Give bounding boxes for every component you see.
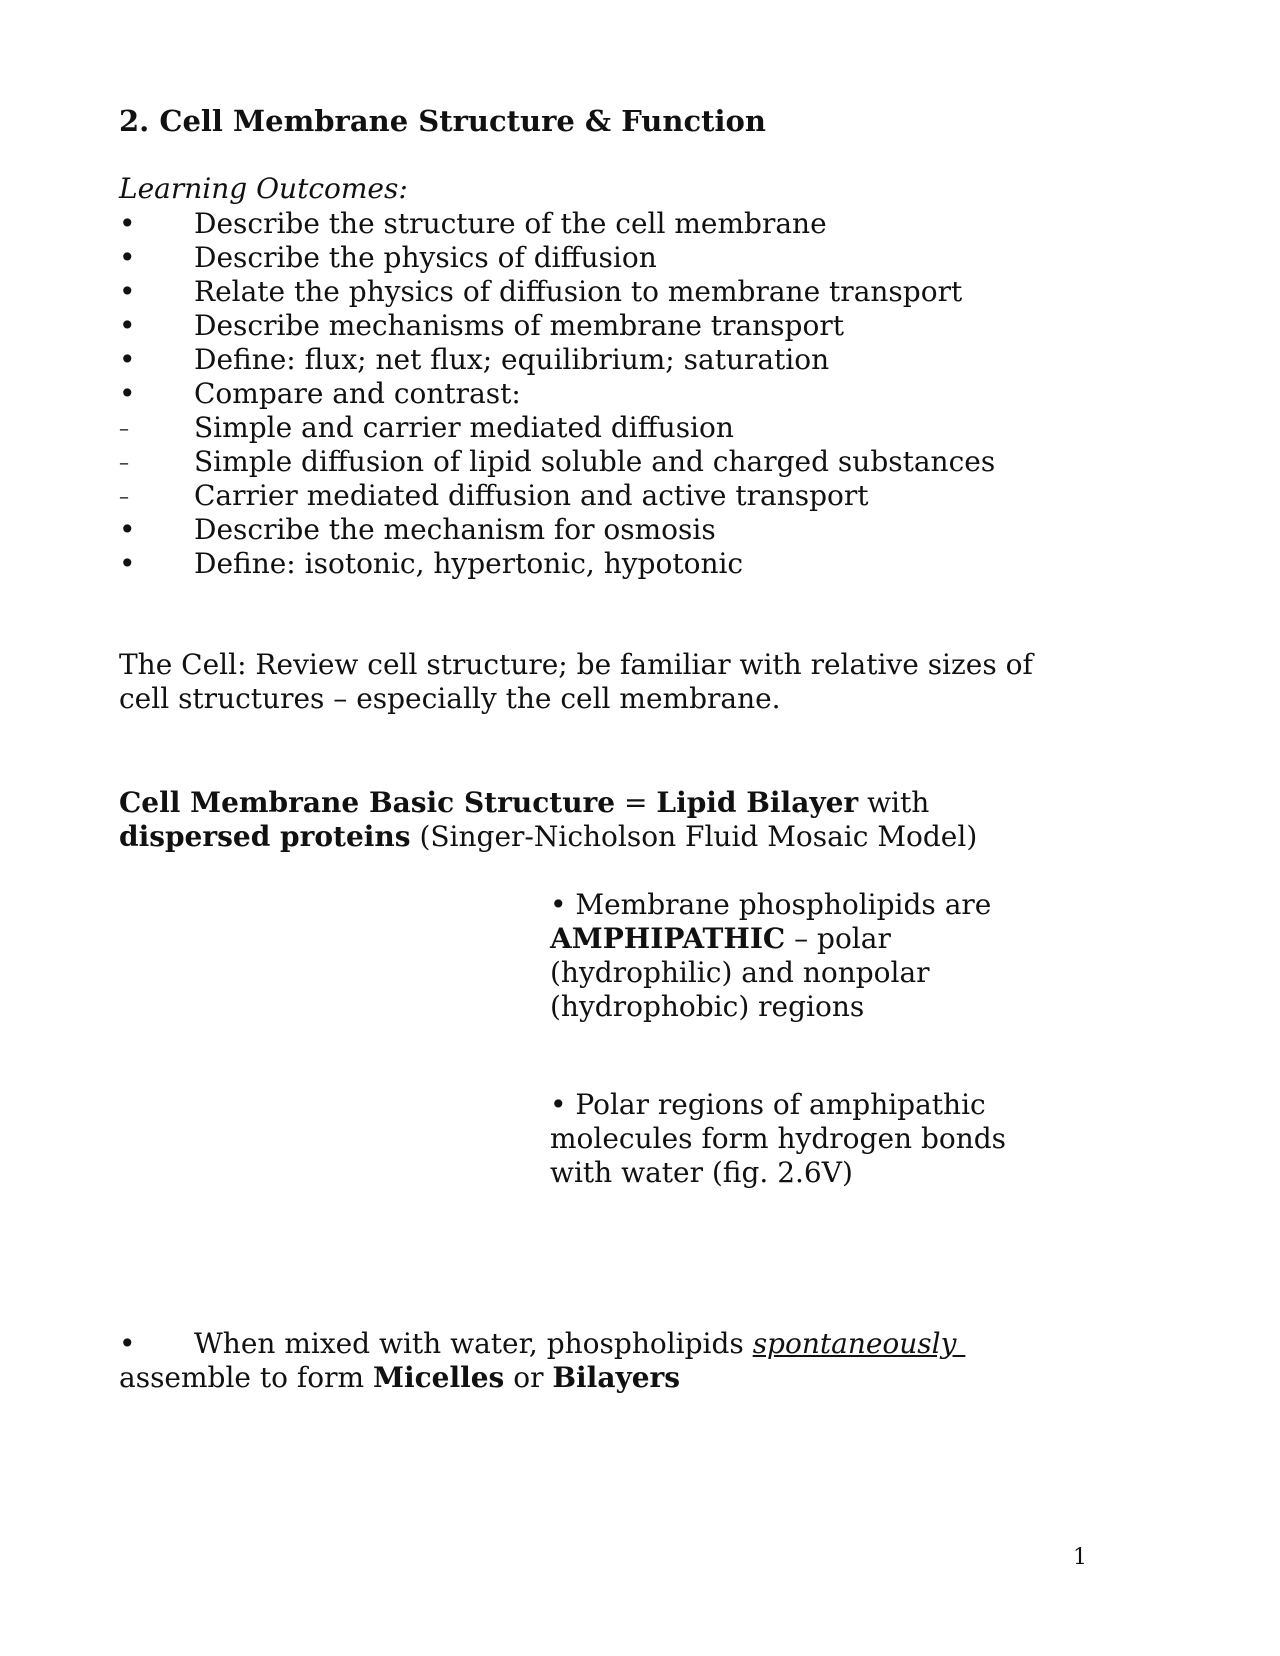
learning-outcomes-heading: Learning Outcomes: (119, 172, 408, 205)
list-item-text: Carrier mediated diffusion and active transport (194, 479, 869, 512)
cell-review-paragraph (119, 648, 1033, 716)
bullet-marker: • (119, 513, 136, 546)
bullet-marker: • (119, 377, 136, 410)
amphipathic-line-2: – polar (785, 922, 891, 955)
list-item-text: Describe mechanisms of membrane transport (194, 309, 844, 342)
polar-line-1: • Polar regions of amphipathic (550, 1088, 986, 1121)
bullet-marker: • (119, 275, 136, 308)
amphipathic-line-3: (hydrophilic) and nonpolar (550, 956, 930, 989)
bullet-marker: • (119, 309, 136, 342)
bullet-marker: • (119, 547, 136, 580)
basic-structure-term: Cell Membrane Basic Structure (119, 786, 616, 819)
bullet-marker: • (119, 241, 136, 274)
list-item-text: Describe the mechanism for osmosis (194, 513, 716, 546)
micelles-term: Micelles (372, 1361, 505, 1394)
list-item-text: Relate the physics of diffusion to membrane transport (194, 275, 963, 308)
list-item-text: Describe the structure of the cell membrane (194, 207, 827, 240)
basic-structure-paragraph (119, 786, 977, 854)
dash-marker: – (119, 484, 129, 508)
equals-sign: = (615, 786, 657, 819)
amphipathic-note (550, 888, 991, 1024)
micelles-paragraph (119, 1327, 965, 1395)
amphipathic-term: AMPHIPATHIC (550, 922, 786, 955)
page-number: 1 (1073, 1545, 1087, 1570)
cell-review-line-1: The Cell: Review cell structure; be familiar with relative sizes of (119, 648, 1033, 681)
dash-marker: – (119, 416, 129, 440)
micelles-line-2: assemble to form (119, 1361, 373, 1394)
bullet-marker: • (119, 1327, 136, 1360)
amphipathic-line-4: (hydrophobic) regions (550, 990, 865, 1023)
polar-line-3: with water (fig. 2.6V) (550, 1156, 853, 1189)
micelles-line-1: When mixed with water, phospholipids (194, 1327, 753, 1360)
list-item-text: Simple diffusion of lipid soluble and charged substances (194, 445, 996, 478)
bilayers-term: Bilayers (552, 1361, 681, 1394)
list-item-text: Define: flux; net flux; equilibrium; saturation (194, 343, 830, 376)
with-text: with (858, 786, 930, 819)
cell-review-line-2: cell structures – especially the cell membrane. (119, 682, 781, 715)
bullet-marker: • (119, 207, 136, 240)
lipid-bilayer-term: Lipid Bilayer (656, 786, 859, 819)
list-item-text: Define: isotonic, hypertonic, hypotonic (194, 547, 744, 580)
polar-line-2: molecules form hydrogen bonds (550, 1122, 1007, 1155)
amphipathic-line-1: • Membrane phospholipids are (550, 888, 992, 921)
list-item-text: Describe the physics of diffusion (194, 241, 657, 274)
dash-marker: – (119, 450, 129, 474)
bullet-marker: • (119, 343, 136, 376)
page-title: 2. Cell Membrane Structure & Function (119, 104, 766, 138)
list-item-text: Compare and contrast: (194, 377, 521, 410)
polar-regions-note (550, 1088, 1006, 1190)
dispersed-proteins-term: dispersed proteins (119, 820, 411, 853)
model-name: (Singer-Nicholson Fluid Mosaic Model) (410, 820, 978, 853)
list-item-text: Simple and carrier mediated diffusion (194, 411, 734, 444)
spontaneously-emphasis: spontaneously (752, 1327, 966, 1360)
or-text: or (504, 1361, 553, 1394)
